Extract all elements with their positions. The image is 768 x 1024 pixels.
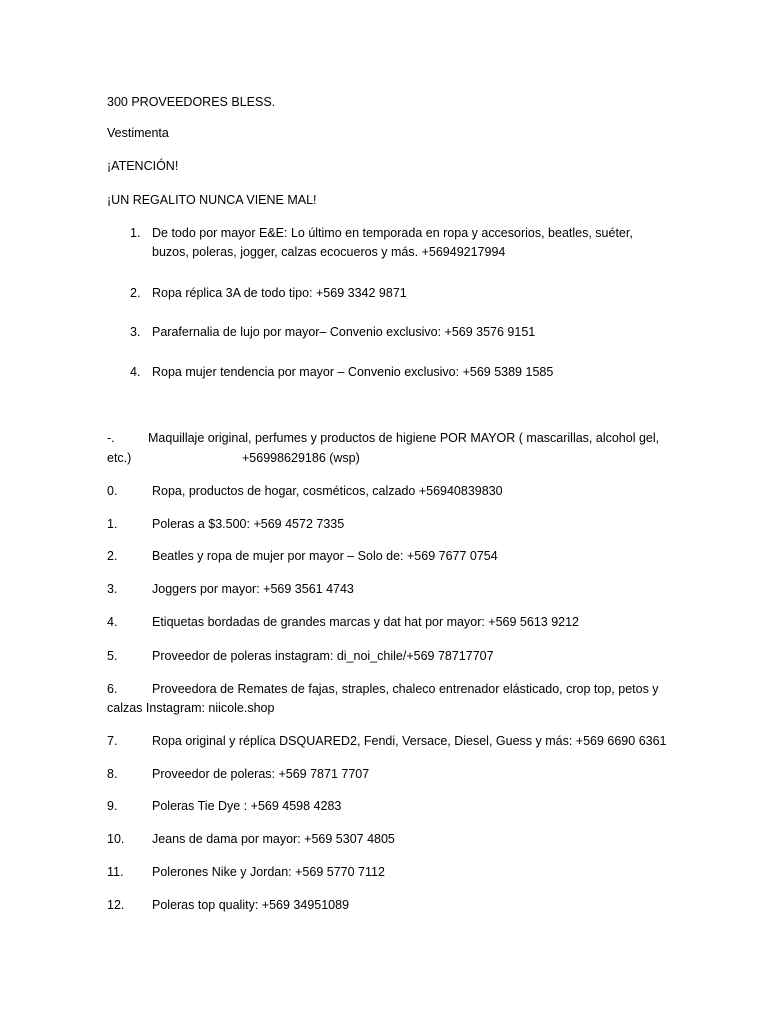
provider-text: Proveedor de poleras instagram: di_noi_chile/+569 78717707 (152, 649, 494, 663)
attention-heading: ¡ATENCIÓN! (107, 159, 179, 173)
provider-number: 8. (107, 767, 118, 781)
provider-number: 6. (107, 682, 118, 696)
provider-text: Etiquetas bordadas de grandes marcas y dat hat por mayor: +569 5613 9212 (152, 615, 580, 629)
provider-text-continued: calzas Instagram: niicole.shop (107, 701, 275, 715)
makeup-text: Maquillaje original, perfumes y productos de higiene POR MAYOR ( mascarillas, alcohol gel, (148, 431, 660, 445)
list-text-continued: buzos, poleras, jogger, calzas ecocueros y más. +56949217994 (152, 245, 506, 259)
document-title: 300 PROVEEDORES BLESS. (107, 95, 276, 109)
provider-text: Proveedor de poleras: +569 7871 7707 (152, 767, 370, 781)
provider-text: Ropa original y réplica DSQUARED2, Fendi, Versace, Diesel, Guess y más: +569 6690 6361 (152, 734, 667, 748)
provider-number: 5. (107, 649, 118, 663)
provider-text: Ropa, productos de hogar, cosméticos, calzado +56940839830 (152, 484, 503, 498)
provider-number: 10. (107, 832, 125, 846)
provider-text: Jeans de dama por mayor: +569 5307 4805 (152, 832, 395, 846)
provider-number: 2. (107, 549, 118, 563)
provider-number: 11. (107, 865, 124, 879)
makeup-text-continued: etc.) (107, 451, 132, 465)
provider-number: 7. (107, 734, 118, 748)
category-heading: Vestimenta (107, 126, 169, 140)
provider-text: Poleras Tie Dye : +569 4598 4283 (152, 799, 342, 813)
provider-text: Poleras a $3.500: +569 4572 7335 (152, 517, 345, 531)
provider-number: 1. (107, 517, 118, 531)
provider-text: Poleras top quality: +569 34951089 (152, 898, 350, 912)
list-number: 1. (130, 226, 141, 240)
list-text: De todo por mayor E&E: Lo último en temporada en ropa y accesorios, beatles, suéter, (152, 226, 633, 240)
list-text: Ropa réplica 3A de todo tipo: +569 3342 9871 (152, 286, 407, 300)
list-number: 3. (130, 325, 141, 339)
provider-number: 12. (107, 898, 125, 912)
list-number: 4. (130, 365, 141, 379)
gift-heading: ¡UN REGALITO NUNCA VIENE MAL! (107, 193, 317, 207)
provider-text: Proveedora de Remates de fajas, straples, chaleco entrenador elásticado, crop top, petos y (152, 682, 659, 696)
provider-number: 0. (107, 484, 118, 498)
makeup-phone: +56998629186 (wsp) (242, 451, 360, 465)
provider-text: Polerones Nike y Jordan: +569 5770 7112 (152, 865, 385, 879)
provider-number: 9. (107, 799, 118, 813)
provider-text: Joggers por mayor: +569 3561 4743 (152, 582, 354, 596)
list-text: Parafernalia de lujo por mayor– Convenio exclusivo: +569 3576 9151 (152, 325, 536, 339)
list-text: Ropa mujer tendencia por mayor – Convenio exclusivo: +569 5389 1585 (152, 365, 554, 379)
list-marker: -. (107, 431, 115, 445)
provider-number: 4. (107, 615, 118, 629)
list-number: 2. (130, 286, 141, 300)
provider-text: Beatles y ropa de mujer por mayor – Solo de: +569 7677 0754 (152, 549, 498, 563)
provider-number: 3. (107, 582, 118, 596)
